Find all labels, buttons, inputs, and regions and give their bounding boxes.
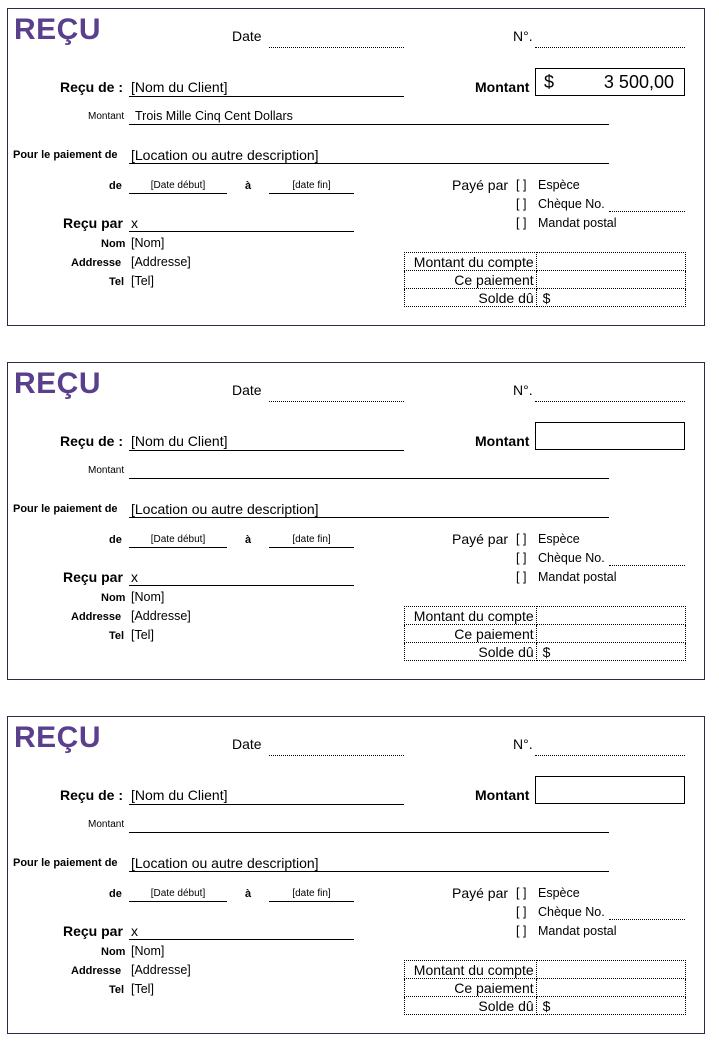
account-amount-value[interactable] — [536, 253, 685, 271]
end-date-underline — [269, 901, 354, 902]
receipt-title: REÇU — [14, 367, 102, 400]
date-label: Date — [232, 28, 262, 44]
table-row — [405, 271, 686, 289]
payment-description[interactable]: [Location ou autre description] — [131, 855, 319, 871]
received-by-signature[interactable]: x — [131, 215, 138, 231]
balance-due-label: Solde dû — [405, 643, 537, 661]
account-amount-value[interactable] — [536, 607, 685, 625]
from-label: de — [109, 534, 122, 546]
method-money-order-label: Mandat postal — [538, 570, 617, 584]
table-row — [405, 625, 686, 643]
tel-value[interactable]: [Tel] — [131, 628, 154, 642]
amount-box[interactable] — [535, 422, 685, 450]
payment-description-underline — [129, 871, 609, 872]
receipt — [7, 362, 705, 680]
checkbox-cheque[interactable]: [ ] — [516, 551, 527, 565]
address-label: Addresse — [71, 257, 122, 269]
account-amount-label: Montant du compte — [405, 253, 537, 271]
payment-description-underline — [129, 163, 609, 164]
date-field[interactable] — [269, 755, 404, 756]
method-money-order-label: Mandat postal — [538, 924, 617, 938]
method-money-order-label: Mandat postal — [538, 216, 617, 230]
amount-words-underline — [129, 478, 609, 479]
amount-label: Montant — [475, 79, 530, 95]
account-summary-table — [404, 960, 686, 1015]
balance-due-label: Solde dû — [405, 997, 537, 1015]
balance-due-value[interactable]: $ — [536, 289, 685, 307]
this-payment-value[interactable] — [536, 271, 685, 289]
account-amount-label: Montant du compte — [405, 607, 537, 625]
this-payment-label: Ce paiement — [405, 271, 537, 289]
received-by-underline — [129, 231, 354, 232]
checkbox-cash[interactable]: [ ] — [516, 178, 527, 192]
address-value[interactable]: [Addresse] — [131, 609, 191, 623]
amount-words-label: Montant — [88, 819, 125, 830]
end-date-underline — [269, 193, 354, 194]
payment-for-label: Pour le paiement de — [13, 503, 118, 515]
account-summary-table — [404, 606, 686, 661]
receipt — [7, 716, 705, 1034]
name-value[interactable]: [Nom] — [131, 944, 165, 958]
address-label: Addresse — [71, 611, 122, 623]
this-payment-label: Ce paiement — [405, 979, 537, 997]
received-by-signature[interactable]: x — [131, 569, 138, 585]
payment-description[interactable]: [Location ou autre description] — [131, 501, 319, 517]
this-payment-value[interactable] — [536, 625, 685, 643]
checkbox-cheque[interactable]: [ ] — [516, 197, 527, 211]
table-row — [405, 961, 686, 979]
end-date[interactable]: [date fin] — [292, 534, 331, 545]
received-from-label: Reçu de : — [60, 433, 124, 449]
tel-value[interactable]: [Tel] — [131, 982, 154, 996]
number-field[interactable] — [535, 47, 685, 48]
tel-label: Tel — [109, 984, 125, 996]
date-field[interactable] — [269, 47, 404, 48]
received-by-label: Reçu par — [63, 215, 123, 231]
client-name[interactable]: [Nom du Client] — [131, 79, 228, 95]
amount-label: Montant — [475, 787, 530, 803]
date-field[interactable] — [269, 401, 404, 402]
payment-for-label: Pour le paiement de — [13, 857, 118, 869]
start-date[interactable]: [Date début] — [150, 180, 206, 191]
start-date-underline — [129, 193, 227, 194]
method-cash-label: Espèce — [538, 886, 580, 900]
to-label: à — [245, 180, 252, 192]
payment-for-label: Pour le paiement de — [13, 149, 118, 161]
name-value[interactable]: [Nom] — [131, 590, 165, 604]
number-label: N°. — [513, 382, 533, 398]
received-from-label: Reçu de : — [60, 787, 124, 803]
end-date-underline — [269, 547, 354, 548]
name-label: Nom — [101, 238, 126, 250]
checkbox-cheque[interactable]: [ ] — [516, 905, 527, 919]
amount-box[interactable] — [535, 68, 685, 96]
paid-by-label: Payé par — [452, 531, 509, 547]
balance-due-value[interactable]: $ — [536, 997, 685, 1015]
checkbox-money-order[interactable]: [ ] — [516, 924, 527, 938]
amount-words-underline — [129, 832, 609, 833]
date-label: Date — [232, 736, 262, 752]
to-label: à — [245, 534, 252, 546]
received-by-underline — [129, 585, 354, 586]
balance-due-value[interactable]: $ — [536, 643, 685, 661]
number-label: N°. — [513, 736, 533, 752]
amount-words[interactable]: Trois Mille Cinq Cent Dollars — [135, 109, 293, 123]
client-name[interactable]: [Nom du Client] — [131, 787, 228, 803]
receipt — [7, 8, 705, 326]
tel-value[interactable]: [Tel] — [131, 274, 154, 288]
number-label: N°. — [513, 28, 533, 44]
from-label: de — [109, 888, 122, 900]
paid-by-label: Payé par — [452, 885, 509, 901]
client-underline — [129, 450, 404, 451]
received-from-label: Reçu de : — [60, 79, 124, 95]
amount-label: Montant — [475, 433, 530, 449]
table-row — [405, 979, 686, 997]
received-by-signature[interactable]: x — [131, 923, 138, 939]
table-row — [405, 607, 686, 625]
number-field[interactable] — [535, 401, 685, 402]
date-label: Date — [232, 382, 262, 398]
number-field[interactable] — [535, 755, 685, 756]
to-label: à — [245, 888, 252, 900]
this-payment-label: Ce paiement — [405, 625, 537, 643]
tel-label: Tel — [109, 276, 125, 288]
amount-words-underline — [129, 124, 609, 125]
account-amount-label: Montant du compte — [405, 961, 537, 979]
received-by-label: Reçu par — [63, 923, 123, 939]
cheque-number-field[interactable] — [609, 565, 685, 566]
tel-label: Tel — [109, 630, 125, 642]
checkbox-money-order[interactable]: [ ] — [516, 216, 527, 230]
start-date-underline — [129, 547, 227, 548]
address-label: Addresse — [71, 965, 122, 977]
name-value[interactable]: [Nom] — [131, 236, 165, 250]
checkbox-cash[interactable]: [ ] — [516, 532, 527, 546]
payment-description-underline — [129, 517, 609, 518]
amount-words-label: Montant — [88, 465, 125, 476]
start-date-underline — [129, 901, 227, 902]
balance-due-label: Solde dû — [405, 289, 537, 307]
client-name[interactable]: [Nom du Client] — [131, 433, 228, 449]
table-row — [405, 253, 686, 271]
amount-box[interactable] — [535, 776, 685, 804]
start-date[interactable]: [Date début] — [150, 534, 206, 545]
client-underline — [129, 96, 404, 97]
from-label: de — [109, 180, 122, 192]
address-value[interactable]: [Addresse] — [131, 255, 191, 269]
receipt-title: REÇU — [14, 13, 102, 46]
table-row — [405, 289, 686, 307]
received-by-underline — [129, 939, 354, 940]
name-label: Nom — [101, 946, 126, 958]
method-cheque-label: Chèque No. — [538, 905, 605, 919]
cheque-number-field[interactable] — [609, 919, 685, 920]
receipt-title: REÇU — [14, 721, 102, 754]
end-date[interactable]: [date fin] — [292, 888, 331, 899]
checkbox-money-order[interactable]: [ ] — [516, 570, 527, 584]
method-cash-label: Espèce — [538, 532, 580, 546]
amount-currency: $ — [544, 72, 555, 92]
this-payment-value[interactable] — [536, 979, 685, 997]
account-amount-value[interactable] — [536, 961, 685, 979]
amount-words-label: Montant — [88, 111, 125, 122]
table-row — [405, 643, 686, 661]
end-date[interactable]: [date fin] — [292, 180, 331, 191]
method-cheque-label: Chèque No. — [538, 197, 605, 211]
checkbox-cash[interactable]: [ ] — [516, 886, 527, 900]
paid-by-label: Payé par — [452, 177, 509, 193]
name-label: Nom — [101, 592, 126, 604]
start-date[interactable]: [Date début] — [150, 888, 206, 899]
cheque-number-field[interactable] — [609, 211, 685, 212]
method-cash-label: Espèce — [538, 178, 580, 192]
received-by-label: Reçu par — [63, 569, 123, 585]
payment-description[interactable]: [Location ou autre description] — [131, 147, 319, 163]
amount-value: 3 500,00 — [603, 72, 674, 92]
table-row — [405, 997, 686, 1015]
method-cheque-label: Chèque No. — [538, 551, 605, 565]
address-value[interactable]: [Addresse] — [131, 963, 191, 977]
account-summary-table — [404, 252, 686, 307]
client-underline — [129, 804, 404, 805]
